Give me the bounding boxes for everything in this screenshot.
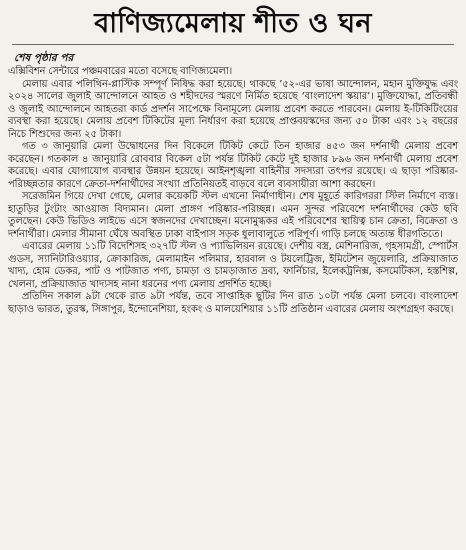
article-paragraph: গত ৩ জানুয়ারি মেলা উদ্বোধনের দিন বিকেলে টিকিট কেটে তিন হাজার ৪৫৩ জন দর্শনার্থী মেলায় প্রবেশ করেছেন। গতকাল ৪ জানুয়ারি রোববার বিকেল ৫টা পর্যন্ত টিকিট কেটে দুই হাজার ৮৯৬ জন দর্শনার্থী মেলায় প্রবেশ করেছে। এবার যোগাযোগ ব্যবস্থার উন্নয়ন হয়েছে। আইনশৃঙ্খলা বাহিনীর সদস্যরা তৎপর রয়েছে। এ ছাড়া পরিষ্কার-পরিচ্ছন্নতার কারণে ক্রেতা-দর্শনার্থীদের সংখ্যা প্রতিনিয়তই বাড়বে বলে ব্যবসায়ীরা আশা করছেন। — [8, 141, 458, 190]
headline-divider — [12, 44, 454, 45]
article-paragraph: মেলায় এবার পলিথিন-প্লাস্টিক সম্পূর্ণ নিষিদ্ধ করা হয়েছে। থাকছে ’৫২-এর ভাষা আন্দোলন, মহান মুক্তিযুদ্ধ এবং ২০২৪ সালের জুলাই আন্দোলনে আহত ও শহীদদের স্মরণে নির্মিত হয়েছে ‘বাংলাদেশ স্কয়ার’। মুক্তিযোদ্ধা, প্রতিবন্ধী ও জুলাই আন্দোলনে আহতরা কার্ড প্রদর্শন সাপেক্ষে বিনামূল্যে মেলায় প্রবেশ করতে পারবেন। মেলায় ই-টিকিটিংয়ের ব্যবস্থা করা হয়েছে। মেলায় প্রবেশ টিকিটের মূল্য নির্ধারণ করা হয়েছে প্রাপ্তবয়স্কদের জন্য ৫০ টাকা এবং ১২ বছরের নিচে শিশুদের জন্য ২৫ টাকা। — [8, 78, 458, 140]
article-headline: বাণিজ্যমেলায় শীত ও ঘন — [94, 8, 372, 39]
continuation-label: শেষ পৃষ্ঠার পর — [14, 52, 74, 64]
article-body — [8, 66, 458, 316]
article-paragraph: প্রতিদিন সকাল ৯টা থেকে রাত ৯টা পর্যন্ত, তবে সাপ্তাহিক ছুটির দিন রাত ১০টা পর্যন্ত মেলা চলবে। বাংলাদেশ ছাড়াও ভারত, তুরস্ক, সিঙ্গাপুর, ইন্দোনেশিয়া, হংকং ও মালয়েশিয়ার ১১টি প্রতিষ্ঠান এবারের মেলায় অংশগ্রহণ করছে। — [8, 291, 458, 315]
article-paragraph: এবারের মেলায় ১১টি বিদেশিসহ ৩২৭টি স্টল ও প্যাভিলিয়ন রয়েছে। দেশীয় বস্ত্র, মেশিনারিজ, গৃহসামগ্রী, স্পোর্টস গুডস, স্যানিটারিওয়্যার, ক্রোকারিজ, মেলামাইন পলিমার, হারবাল ও টয়লেট্রিজ, ইমিটেশন জুয়েলারি, প্রক্রিয়াজাত খাদ্য, হোম ডেকর, পাট ও পাটজাত পণ্য, চামড়া ও চামড়াজাত দ্রব্য, ফার্নিচার, ইলেকট্রনিক্স, কসমেটিকস, হস্তশিল্প, খেলনা, প্রক্রিয়াজাত খাদ্যসহ নানা ধরনের পণ্য মেলায় প্রদর্শিত হচ্ছে। — [8, 241, 458, 290]
article-paragraph: এক্সিবিশন সেন্টারে পঞ্চমবারের মতো বসেছে বাণিজ্যমেলা। — [8, 66, 232, 77]
article-paragraph: সরেজমিন গিয়ে দেখা গেছে, মেলার কয়েকটি স্টল এখনো নির্মাণাধীন। শেষ মুহূর্তে কারিগররা স্টিল নির্মাণে ব্যস্ত। হাতুড়ির টুংটাং আওয়াজ বিদ্যমান। মেলা প্রাঙ্গণ পরিষ্কার-পরিচ্ছন্ন। এমন সুন্দর পরিবেশে দর্শনার্থীদের কেউ ছবি তুলছেন। কেউ ভিডিও লাইভে এসে স্বজনদের দেখাচ্ছেন। মনোমুগ্ধকর এই পরিবেশের স্থায়িত্ব চান ক্রেতা, বিক্রেতা ও দর্শনার্থীরা। মেলার সীমানা ঘেঁষে অবস্থিত ঢাকা বাইপাস সড়ক ধুলাবালুতে পরিপূর্ণ। গাড়ি চলছে অত্যন্ত ধীরগতিতে। — [8, 191, 458, 240]
